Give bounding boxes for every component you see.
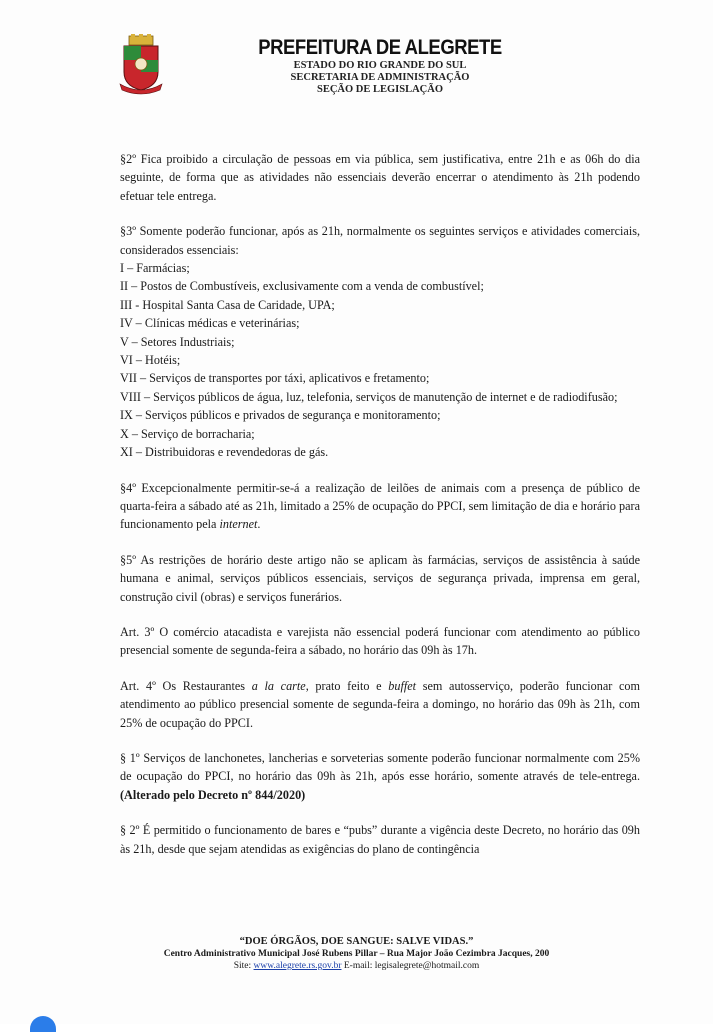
paragraph-4-text: §4º Excepcionalmente permitir-se-á a realização de leilões de animais com a presença de público de quarta-feira a sábado até as 21h, limitado a 25% de ocupação do PPCI, sem limitação de dia e horário para funcionamento pela xyxy=(120,480,640,532)
list-item: II – Postos de Combustíveis, exclusivamente com a venda de combustível; xyxy=(120,279,484,294)
corner-badge-icon[interactable] xyxy=(30,1016,56,1032)
article-4-italic-b: buffet xyxy=(388,678,417,693)
footer-address: Centro Administrativo Municipal José Rubens Pillar – Rua Major João Cezimbra Jacques, 200 xyxy=(163,949,550,959)
municipality-title: PREFEITURA DE ALEGRETE xyxy=(258,36,502,59)
list-item: IX – Serviços públicos e privados de segurança e monitoramento; xyxy=(120,408,441,423)
amendment-note: (Alterado pelo Decreto nº 844/2020) xyxy=(120,787,306,802)
article-4-text-b: , prato feito e xyxy=(305,678,389,693)
list-item: VIII – Serviços públicos de água, luz, telefonia, serviços de manutenção de internet e de radiodifusão; xyxy=(120,389,618,404)
footer-motto: “DOE ÓRGÃOS, DOE SANGUE: SALVE VIDAS.” xyxy=(239,936,474,947)
article-4-paragraph-1-text: § 1º Serviços de lanchonetes, lancherias e sorveterias somente poderão funcionar normalmente com 25% de ocupação do PPCI, no horário das 09h às 21h, após esse horário, somente através de tele-entrega. xyxy=(120,750,640,784)
secretariat-name: SECRETARIA DE ADMINISTRAÇÃO xyxy=(290,72,470,83)
list-item: VI – Hotéis; xyxy=(120,353,181,368)
paragraph-2: §2º Fica proibido a circulação de pessoas em via pública, sem justificativa, entre 21h e as 06h do dia seguinte, de forma que as atividades não essenciais deverão encerrar o atendimento às 21h podendo efetuar tele entrega. xyxy=(120,152,640,203)
header-text-block xyxy=(230,36,530,96)
list-item: III - Hospital Santa Casa de Caridade, UPA; xyxy=(120,297,335,312)
section-name: SEÇÃO DE LEGISLAÇÃO xyxy=(316,84,444,95)
paragraph-5: §5º As restrições de horário deste artigo não se aplicam às farmácias, serviços de assistência à saúde humana e animal, serviços públicos essenciais, serviços de segurança privada, imprensa em geral, construção civil (obras) e serviços funerários. xyxy=(120,552,640,604)
article-4-text-c: sem autosserviço, poderão funcionar com atendimento ao público presencial somente de segunda-feira a domingo, no horário das 09h às 21h, com 25% de ocupação do PPCI. xyxy=(120,678,640,730)
paragraph-4-italic: internet xyxy=(219,517,258,532)
article-3: Art. 3º O comércio atacadista e varejista não essencial poderá funcionar com atendimento ao público presencial somente de segunda-feira a sábado, no horário das 09h às 17h. xyxy=(120,624,640,658)
article-4-text-a: Art. 4º Os Restaurantes xyxy=(120,678,252,693)
paragraph-3 xyxy=(120,222,640,461)
document-footer xyxy=(0,935,713,972)
list-item: VII – Serviços de transportes por táxi, aplicativos e fretamento; xyxy=(120,371,430,386)
list-item: I – Farmácias; xyxy=(120,261,190,276)
list-item: X – Serviço de borracharia; xyxy=(120,426,255,441)
document-header xyxy=(0,30,713,120)
footer-contact xyxy=(0,960,713,972)
website-link[interactable]: www.alegrete.rs.gov.br xyxy=(253,961,342,971)
paragraph-4 xyxy=(120,479,640,534)
article-4-paragraph-1 xyxy=(120,749,640,804)
state-name: ESTADO DO RIO GRANDE DO SUL xyxy=(293,60,467,71)
email-text: E-mail: legisalegrete@hotmail.com xyxy=(341,961,480,971)
site-label: Site: xyxy=(233,961,254,971)
document-body xyxy=(120,150,640,875)
article-4 xyxy=(120,677,640,732)
list-item: IV – Clínicas médicas e veterinárias; xyxy=(120,316,300,331)
list-item: V – Setores Industriais; xyxy=(120,334,235,349)
coat-of-arms-icon xyxy=(118,34,164,96)
paragraph-3-intro: §3º Somente poderão funcionar, após as 21h, normalmente os seguintes serviços e atividades comerciais, considerados essenciais: xyxy=(120,224,640,257)
paragraph-4-end: . xyxy=(257,517,261,532)
article-4-italic-a: a la carte xyxy=(251,678,306,693)
list-item: XI – Distribuidoras e revendedoras de gás. xyxy=(120,445,329,460)
article-4-paragraph-2: § 2º É permitido o funcionamento de bares e “pubs” durante a vigência deste Decreto, no horário das 09h às 21h, desde que sejam atendidas as exigências do plano de contingência xyxy=(120,823,640,856)
